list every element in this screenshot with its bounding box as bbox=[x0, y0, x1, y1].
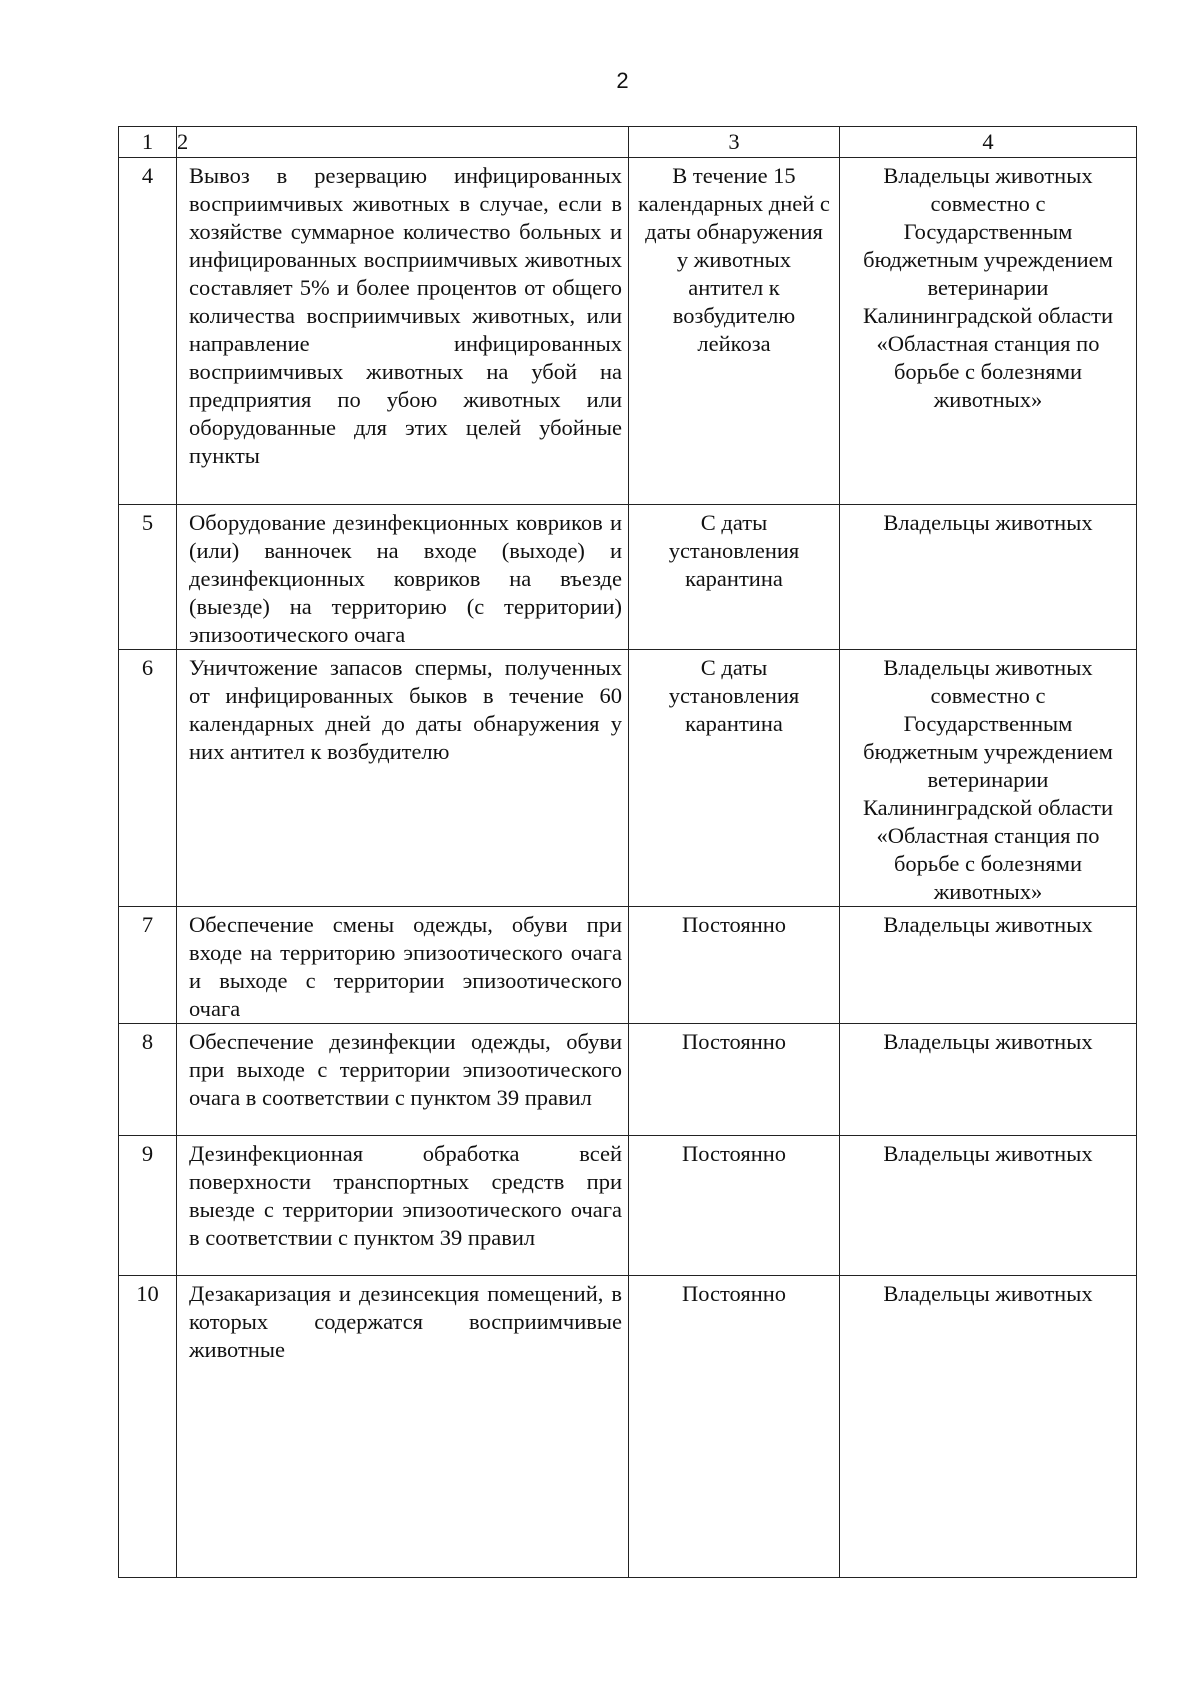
row-term: С даты установления карантина bbox=[668, 510, 800, 591]
row-number: 7 bbox=[141, 912, 154, 937]
row-number: 8 bbox=[141, 1029, 154, 1054]
table-row bbox=[119, 158, 1137, 505]
row-responsible: Владельцы животных bbox=[883, 1281, 1093, 1306]
table-header-row bbox=[119, 127, 1137, 158]
page-number: 2 bbox=[616, 68, 629, 93]
row-measure: Обеспечение дезинфекции одежды, обуви при выходе с территории эпизоотического очага в соответствии с пунктом 39 правил bbox=[189, 1029, 622, 1110]
header-col-3: 3 bbox=[629, 127, 840, 158]
table-row bbox=[119, 505, 1137, 650]
row-number: 6 bbox=[141, 655, 154, 680]
header-col-2: 2 bbox=[177, 127, 629, 158]
row-measure: Дезакаризация и дезинсекция помещений, в которых содержатся восприимчивые животные bbox=[189, 1281, 622, 1362]
row-number: 9 bbox=[141, 1141, 154, 1166]
row-term: Постоянно bbox=[681, 1029, 787, 1054]
row-term: Постоянно bbox=[681, 1281, 787, 1306]
table-row bbox=[119, 1024, 1137, 1136]
row-responsible: Владельцы животных bbox=[883, 1141, 1093, 1166]
row-term: В течение 15 календарных дней с даты обнаружения у животных антител к возбудителю лейкоза bbox=[638, 163, 830, 356]
row-measure: Обеспечение смены одежды, обуви при входе на территорию эпизоотического очага и выходе с территории эпизоотического очага bbox=[189, 912, 622, 1021]
row-term: Постоянно bbox=[681, 912, 787, 937]
table-row bbox=[119, 1136, 1137, 1276]
table-row bbox=[119, 650, 1137, 907]
row-number: 10 bbox=[136, 1281, 159, 1306]
row-responsible: Владельцы животных bbox=[883, 912, 1093, 937]
table-row bbox=[119, 907, 1137, 1024]
row-term: Постоянно bbox=[681, 1141, 787, 1166]
row-number: 4 bbox=[141, 163, 154, 188]
row-responsible: Владельцы животных совместно с Государственным бюджетным учреждением ветеринарии Калининградской области «Областная станция по борьбе с болезнями животных» bbox=[862, 655, 1114, 904]
row-responsible: Владельцы животных bbox=[883, 510, 1093, 535]
row-responsible: Владельцы животных bbox=[883, 1029, 1093, 1054]
table-row bbox=[119, 1276, 1137, 1578]
row-measure: Вывоз в резервацию инфицированных восприимчивых животных в случае, если в хозяйстве суммарное количество больных и инфицированных восприимчивых животных составляет 5% и более процентов от общего количества восприимчивых животных, или направление инфицированных восприимчивых животных на убой на предприятия по убою животных или оборудованные для этих целей убойные пункты bbox=[189, 163, 622, 468]
row-responsible: Владельцы животных совместно с Государственным бюджетным учреждением ветеринарии Калининградской области «Областная станция по борьбе с болезнями животных» bbox=[862, 163, 1114, 412]
header-col-4: 4 bbox=[840, 127, 1137, 158]
row-term: С даты установления карантина bbox=[668, 655, 800, 736]
row-measure: Уничтожение запасов спермы, полученных от инфицированных быков в течение 60 календарных дней до даты обнаружения у них антител к возбудителю bbox=[189, 655, 622, 764]
row-measure: Дезинфекционная обработка всей поверхности транспортных средств при выезде с территории эпизоотического очага в соответствии с пунктом 39 правил bbox=[189, 1141, 622, 1250]
measures-table bbox=[118, 126, 1137, 1578]
header-col-1: 1 bbox=[119, 127, 177, 158]
row-measure: Оборудование дезинфекционных ковриков и (или) ванночек на входе (выходе) и дезинфекционных ковриков на въезде (выезде) на территорию (с территории) эпизоотического очага bbox=[189, 510, 622, 647]
row-number: 5 bbox=[141, 510, 154, 535]
